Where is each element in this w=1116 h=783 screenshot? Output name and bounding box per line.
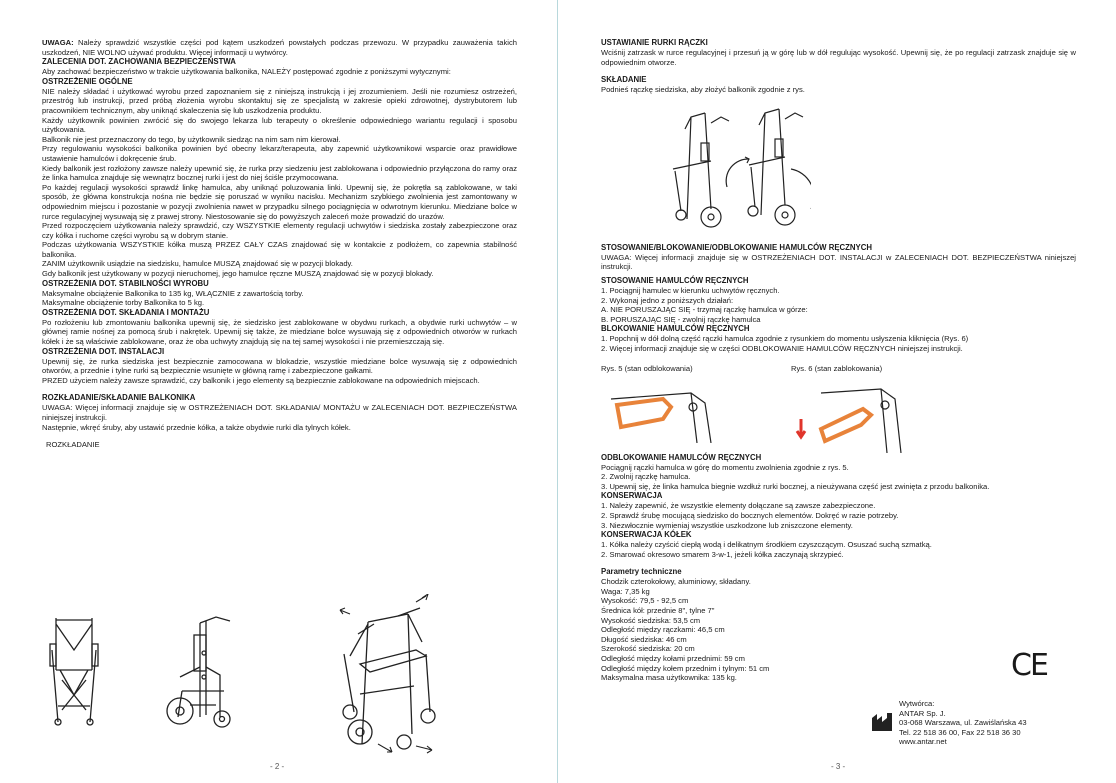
param-item: Odległość między kołem przednim i tylnym: 51 cm [601,663,770,673]
wheels-item: 1. Kółka należy czyścić ciepłą wodą i delikatnym środkiem czyszczącym. Osuszać suchą szmatką. [601,540,932,550]
maint-item: 1. Należy zapewnić, że wszystkie elementy dołączane są zawsze zabezpieczone. [601,501,876,511]
unlock-item: Pociągnij rączki hamulca w górę do momentu zwolnienia zgodnie z rys. 5. [601,462,849,472]
general-item: Przy regulowaniu wysokości balkonika powinien być obecny lekarz/terapeuta, aby zapewnić użytkownikowi wsparcie oraz prawidłowe ustawienie hamulców i dokręcenie śrub. [42,144,517,163]
brakes-title: STOSOWANIE/BLOKOWANIE/ODBLOKOWANIE HAMULCÓW RĘCZNYCH [601,242,873,252]
param-item: Średnica kół: przednie 8", tylne 7" [601,606,715,616]
use-item: A. NIE PORUSZAJĄC SIĘ - trzymaj rączkę hamulca w górze: [601,305,808,315]
ce-mark: CE [1011,648,1047,683]
page-number-left: - 2 - [270,762,285,771]
page-left [0,0,557,783]
use-item: B. PORUSZAJĄC SIĘ - zwolnij rączkę hamulca [601,314,761,324]
general-item: Każdy użytkownik powinien zwrócić się do swojego lekarza lub terapeuty o określenie odpowiedniego wariantu regulacji i sposobu użytkowania. [42,115,517,135]
manufacturer-block [899,699,1027,747]
brake-figures [601,364,1076,453]
params-list [601,577,1076,683]
maker-line: Tel. 22 518 36 00, Fax 22 518 36 30 [899,727,1021,737]
page-divider [557,0,558,783]
param-item: Wysokość: 79,5 - 92,5 cm [601,596,689,606]
unfold-label: ROZKŁADANIE [46,440,100,450]
unlock-item: 3. Upewnij się, że linka hamulca biegnie wzdłuż rurki bocznej, a nieużywana część jest zwinięta z przodu balkonika. [601,481,990,491]
use-brakes-title: STOSOWANIE HAMULCÓW RĘCZNYCH [601,275,749,285]
general-item: Po każdej regulacji wysokości sprawdź linkę hamulca, aby uniknąć poluzowania linki. Upewnij się, że pokrętła są zablokowane, w taki sposób, że główna konstrukcja nośna nie będzie się poruszać w wyniku nacisku. Mechanizm szybkiego zwolnienia jest zamontowany w odpowiednim miejscu i pozostanie w pozycji zwolnienia nawet w przypadku silnego pociągnięcia w odwrotnym kierunku. Miedziane bolce w rurce regulacyjnej wysuwają się z prawej strony. Niestosowanie się do powyższych zaleceń może prowadzić do urazów. [42,182,517,221]
fold-title: ROZKŁADANIE/SKŁADANIE BALKONIKA [42,393,196,403]
walker-fold-step-illustration [661,99,811,239]
wheels-title: KONSERWACJA KÓŁEK [601,530,692,540]
page-right [559,0,1116,783]
brake-unlock-illustration [601,379,721,443]
param-item: Chodzik czterokołowy, aluminiowy, składany. [601,577,751,587]
unlock-brakes-title: ODBLOKOWANIE HAMULCÓW RĘCZNYCH [601,452,762,462]
folding-text: Podnieś rączkę siedziska, aby złożyć balkonik zgodnie z rys. [601,85,805,95]
params-title: Parametry techniczne [601,567,682,577]
general-item: Podczas użytkowania WSZYSTKIE kółka muszą PRZEZ CAŁY CZAS znajdować się w kontakcie z podłożem, co zapewnia stabilność balkonika. [42,240,517,259]
general-warning-title: OSTRZEŻENIE OGÓLNE [42,76,133,86]
use-item: 2. Wykonaj jedno z poniższych działań: [601,295,734,305]
param-item: Waga: 7,35 kg [601,586,650,596]
lock-item: 2. Więcej informacji znajduje się w części ODBLOKOWANIE HAMULCÓW RĘCZNYCH niniejszej instrukcji. [601,343,963,353]
assembly-text: Po rozłożeniu lub zmontowaniu balkonika upewnij się, że siedzisko jest zablokowane w obydwu rurkach, a obydwie rurki uchwytów – w głównej ramie nośnej za pomocą śrub i nakrętek. Upewnij się także, że miedziane bolce wysuwają się z odpowiednich otworów w rurkach kółek i że są właściwie zablokowane, oraz że oba uchwyty znajdują się na tej samej wysokości i nie przemieszczają się. [42,317,517,347]
general-item: Gdy balkonik jest użytkowany w pozycji nieruchomej, jego hamulce ręczne MUSZĄ znajdować się w pozycji blokady. [42,269,434,279]
maint-item: 3. Niezwłocznie wymieniaj wszystkie uszkodzone lub zniszczone elementy. [601,520,853,530]
param-item: Długość siedziska: 46 cm [601,634,687,644]
walker-folded-illustration [44,610,104,730]
install-item: PRZED użyciem należy zawsze sprawdzić, czy balkonik i jego elementy są bezpiecznie zablokowane na odpowiednich miejscach. [42,375,480,385]
param-item: Wysokość siedziska: 53,5 cm [601,615,701,625]
param-item: Odległość między kołami przednimi: 59 cm [601,654,745,664]
safety-intro: Aby zachować bezpieczeństwo w trakcie użytkowania balkonika, NALEŻY postępować zgodnie z poniższymi wytycznymi: [42,67,451,77]
unlock-item: 2. Zwolnij rączkę hamulca. [601,472,691,482]
maker-line: 03-068 Warszawa, ul. Zawiślańska 43 [899,718,1027,728]
wheels-item: 2. Smarować okresowo smarem 3-w-1, jeżeli kółka zaczynają skrzypieć. [601,549,844,559]
maint-item: 2. Sprawdź śrubę mocującą siedzisko do bocznych elementów. Dokręć w razie potrzeby. [601,510,899,520]
general-item: NIE należy składać i użytkować wyrobu przed zapoznaniem się z niniejszą instrukcją i jej zrozumieniem. Jeśli nie rozumiesz ostrzeżeń, przestróg lub instrukcji, przed próbą złożenia wyrobu skontaktuj się ze specjalistą w zakresie opieki zdrowotnej, dystrybutorem lub pracownikiem technicznym, aby uniknąć skaleczenia się lub uszkodzenia produktu. [42,86,517,115]
maker-line: Wytwórca: [899,699,935,708]
handle-title: USTAWIANIE RURKI RĄCZKI [601,38,708,47]
param-item: Odległość między rączkami: 46,5 cm [601,625,725,635]
walker-unfold-illustration [330,594,440,754]
brake-lock-illustration [791,379,911,453]
maker-line: ANTAR Sp. J. [899,708,946,718]
fig5-caption: Rys. 5 (stan odblokowania) [601,363,693,373]
install-item: Upewnij się, że rurka siedziska jest bezpiecznie zamocowana w blokadzie, wszystkie miedziane bolce wysuwają się z odpowiednich otworów, a przednie i tylne rurki są bezpiecznie wsunięte w główną ramę i zabezpieczone gałkami. [42,356,517,376]
walker-side-illustration [160,607,240,737]
param-item: Szerokość siedziska: 20 cm [601,644,695,654]
lock-item: 1. Popchnij w dół dolną część rączki hamulca zgodnie z rysunkiem do momentu usłyszenia kliknięcia (Rys. 6) [601,334,969,344]
param-item: Maksymalna masa użytkownika: 135 kg. [601,673,737,683]
assembly-title: OSTRZEŻENIA DOT. SKŁADANIA I MONTAŻU [42,307,210,317]
stability-item: Maksymalne obciążenie Balkonika to 135 kg, WŁĄCZNIE z zawartością torby. [42,288,304,298]
general-item: Balkonik nie jest przeznaczony do tego, by użytkownik siedząc na nim sam nim kierował. [42,134,341,144]
stability-title: OSTRZEŻENIA DOT. STABILNOŚCI WYROBU [42,278,209,288]
lock-brakes-title: BLOKOWANIE HAMULCÓW RĘCZNYCH [601,324,750,334]
manufacturer-icon [871,712,893,732]
maintenance-title: KONSERWACJA [601,491,663,501]
page-number-right: - 3 - [831,762,846,771]
general-item: Przed rozpoczęciem użytkowania należy sprawdzić, czy WSZYSTKIE elementy regulacji uchwytów i siedziska zostały zabezpieczone oraz czy kółka i ruchome części wyrobu są w dobrym stanie. [42,221,517,240]
fold-item: UWAGA: Więcej informacji znajduje się w OSTRZEŻENIACH DOT. SKŁADANIA/ MONTAŻU w ZALECENIACH DOT. BEZPIECZEŃSTWA niniejszej instrukcji. [42,403,517,422]
intro-text: UWAGA: Należy sprawdzić wszystkie części pod kątem uszkodzeń powstałych podczas przewozu. W przypadku zauważenia takich uszkodzeń, NIE WOLNO używać produktu. Więcej informacji u wytwórcy. [42,38,517,57]
folding-title: SKŁADANIE [601,75,647,85]
install-title: OSTRZEŻENIA DOT. INSTALACJI [42,346,165,356]
fig6-caption: Rys. 6 (stan zablokowania) [791,363,883,373]
general-item: ZANIM użytkownik usiądzie na siedzisku, hamulce MUSZĄ znajdować się w pozycji blokady. [42,259,353,269]
general-item: Kiedy balkonik jest rozłożony zawsze należy upewnić się, że rurka przy siedzeniu jest zablokowana i odpowiednio przyłączona do ramy oraz że linka hamulca znajduje się wewnątrz bocznej rurki i jest do niej ściśle przymocowana. [42,163,517,183]
fold-item: Następnie, wkręć śruby, aby ustawić przednie kółka, a także obydwie rurki dla tylnych kółek. [42,422,351,432]
maker-line: www.antar.net [899,737,947,747]
brakes-note: UWAGA: Więcej informacji znajduje się w OSTRZEŻENIACH DOT. INSTALACJI w ZALECENIACH DOT. BEZPIECZEŃSTWA niniejszej instrukcji. [601,252,1076,272]
safety-title: ZALECENIA DOT. ZACHOWANIA BEZPIECZEŃSTWA [42,57,236,67]
use-item: 1. Pociągnij hamulec w kierunku uchwytów ręcznych. [601,285,780,295]
stability-item: Maksymalne obciążenie torby Balkonika to 5 kg. [42,298,205,308]
handle-text: Wciśnij zatrzask w rurce regulacyjnej i przesuń ją w górę lub w dół regulując wysokość. Upewnij się, że po regulacji zatrzask znajduje się w odpowiednim otworze. [601,48,1076,67]
